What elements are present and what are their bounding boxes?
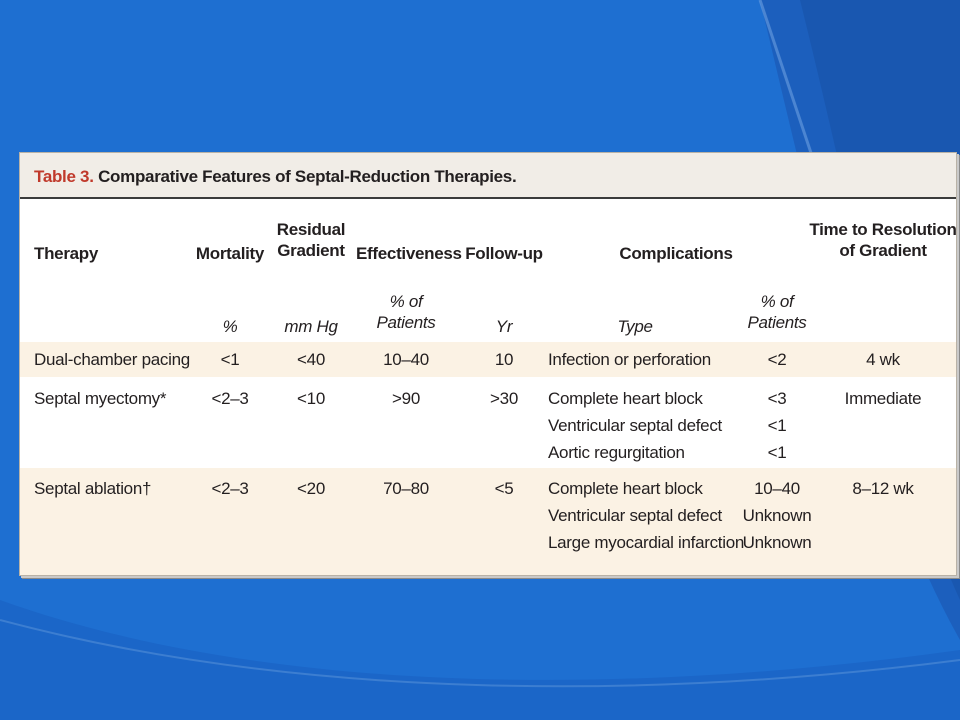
row-3-effectiveness: 70–80 xyxy=(383,479,429,498)
table-caption-text: Comparative Features of Septal-Reduction Therapies. xyxy=(98,167,517,186)
header-time-to-resolution xyxy=(808,219,958,261)
row-3-residual-gradient: <20 xyxy=(297,479,325,498)
unit-residual-gradient: mm Hg xyxy=(284,317,338,336)
row-1-complication-pct-1: <2 xyxy=(767,350,787,369)
row-1-effectiveness: 10–40 xyxy=(383,350,429,369)
row-2-effectiveness: >90 xyxy=(392,389,420,408)
row-3-complications xyxy=(548,475,744,556)
row-1-time-to-resolution: 4 wk xyxy=(866,350,900,369)
row-3-mortality: <2–3 xyxy=(211,479,249,498)
header-follow-up: Follow-up xyxy=(465,244,543,263)
row-1-mortality: <1 xyxy=(220,350,240,369)
row-3-complication-3: Large myocardial infarction xyxy=(548,533,744,552)
row-2-complication-pct-1: <3 xyxy=(767,389,787,408)
header-effectiveness: Effectiveness xyxy=(356,244,462,263)
table-caption xyxy=(34,167,516,187)
unit-complication-pct-line2: Patients xyxy=(747,313,807,332)
unit-complication-pct xyxy=(732,291,822,333)
unit-follow-up: Yr xyxy=(495,317,513,336)
header-mortality: Mortality xyxy=(195,244,265,263)
row-3-complication-pct-3: Unknown xyxy=(742,533,812,552)
row-3-complication-2: Ventricular septal defect xyxy=(548,506,722,525)
row-2-therapy: Septal myectomy* xyxy=(34,389,167,408)
row-2-complications xyxy=(548,385,722,466)
row-3-therapy: Septal ablation† xyxy=(34,479,152,498)
caption-bar xyxy=(20,153,956,199)
row-2-complication-pct-2: <1 xyxy=(767,416,787,435)
header-time-to-resolution-line1: Time to Resolution xyxy=(809,220,957,239)
row-1-complication-1: Infection or perforation xyxy=(548,350,711,369)
header-residual-gradient-line2: Gradient xyxy=(277,241,345,260)
unit-effectiveness-line2: Patients xyxy=(376,313,436,332)
row-3-complication-pct-1: 10–40 xyxy=(754,479,800,498)
unit-effectiveness-line1: % of xyxy=(389,292,423,311)
unit-effectiveness xyxy=(356,291,456,333)
row-2-complication-3: Aortic regurgitation xyxy=(548,443,685,462)
row-3-complication-1: Complete heart block xyxy=(548,479,703,498)
row-3-follow-up: <5 xyxy=(494,479,514,498)
row-1-therapy: Dual-chamber pacing xyxy=(34,350,190,369)
table-label: Table 3. xyxy=(34,167,94,186)
header-residual-gradient-line1: Residual xyxy=(276,220,346,239)
header-therapy: Therapy xyxy=(34,244,99,263)
unit-complication-type: Type xyxy=(617,317,653,336)
row-2-complication-1: Complete heart block xyxy=(548,389,703,408)
header-residual-gradient xyxy=(274,219,348,261)
row-2-follow-up: >30 xyxy=(490,389,518,408)
header-time-to-resolution-line2: of Gradient xyxy=(839,241,927,260)
row-2-residual-gradient: <10 xyxy=(297,389,325,408)
row-1-follow-up: 10 xyxy=(494,350,514,369)
row-2-complication-2: Ventricular septal defect xyxy=(548,416,722,435)
row-2-time-to-resolution: Immediate xyxy=(844,389,922,408)
row-2-complication-pct-3: <1 xyxy=(767,443,787,462)
row-1-residual-gradient: <40 xyxy=(297,350,325,369)
table-panel xyxy=(19,152,957,576)
row-3-complication-pct-2: Unknown xyxy=(742,506,812,525)
unit-complication-pct-line1: % of xyxy=(760,292,794,311)
header-complications: Complications xyxy=(619,244,733,263)
row-3-time-to-resolution: 8–12 wk xyxy=(852,479,914,498)
unit-mortality: % xyxy=(222,317,238,336)
row-2-mortality: <2–3 xyxy=(211,389,249,408)
